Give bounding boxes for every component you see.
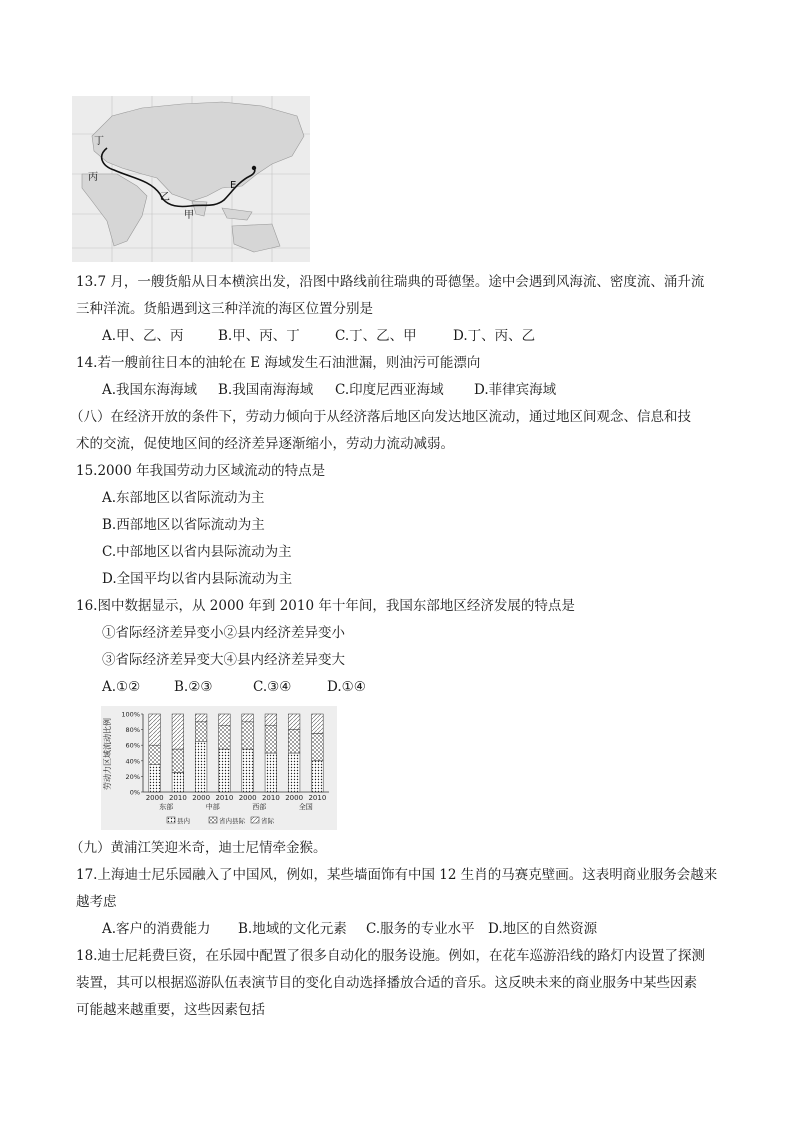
chart-bar-segment [312,761,324,792]
chart-bar-segment [219,714,231,726]
q16-stem-line1: 16.图中数据显示，从 2000 年到 2010 年十年间，我国东部地区经济发展的特点是 [76,598,575,614]
labor-flow-chart-svg [101,706,337,830]
chart-y-tick-label: 80% [125,726,140,735]
q14-option-a: A.我国东海海域 [102,382,198,398]
chart-group-label: 中部 [205,803,220,811]
q15-option-b: B.西部地区以省际流动为主 [102,517,265,533]
map-label-e: E [230,180,237,191]
map-label-jia: 甲 [184,210,194,221]
q13-option-c: C.丁、乙、甲 [335,328,417,344]
q16-option-d: D.①④ [327,679,366,695]
q13-stem-line1: 13.7 月，一艘货船从日本横滨出发，沿图中路线前往瑞典的哥德堡。途中会遇到风海流、密度流、涌升流 [76,274,705,290]
chart-y-tick-label: 100% [121,710,140,719]
chart-bar-segment [288,753,300,792]
chart-bar-segment [149,714,161,745]
chart-bar-segment [219,726,231,749]
chart-bar-segment [265,726,277,753]
chart-bar-segment [242,722,254,749]
map-landmasses [82,102,304,252]
chart-bar-segment [195,741,207,792]
section9-text-line1: （九）黄浦江笑迎米奇，迪士尼情牵金猴。 [70,840,327,856]
q16-option-c: C.③④ [253,679,292,695]
q17-stem-line2: 越考虑 [76,894,117,910]
chart-bar-segment [172,714,184,749]
q18-stem-line2: 装置，其可以根据巡游队伍表演节目的变化自动选择播放合适的音乐。这反映未来的商业服务中某些因素 [76,975,697,991]
q13-stem-line2: 三种洋流。货船遇到这三种洋流的海区位置分别是 [76,301,373,317]
chart-bar-segment [242,749,254,792]
chart-legend-label: 省际 [261,817,274,825]
chart-bar-segment [265,714,277,726]
world-map-figure [72,96,310,262]
chart-bar-segment [265,753,277,792]
chart-legend-label: 县内 [177,817,190,825]
chart-bar-segment [312,714,324,734]
chart-bar-segment [149,765,161,792]
q13-option-d: D.丁、丙、乙 [453,328,536,344]
chart-bar-segment [288,730,300,753]
q13-option-a: A.甲、乙、丙 [102,328,184,344]
q16-statement-1-2: ①省际经济差异变小②县内经济差异变小 [102,625,345,641]
chart-x-tick-label: 2000 [285,794,304,802]
chart-y-tick-label: 20% [125,772,140,781]
chart-bar-segment [312,734,324,761]
chart-bar-segment [149,745,161,765]
q15-option-c: C.中部地区以省内县际流动为主 [102,544,292,560]
chart-bar-segment [172,773,184,793]
q16-option-b: B.②③ [174,679,213,695]
chart-group-label: 东部 [159,803,174,811]
q16-option-a: A.①② [102,679,141,695]
q17-option-a: A.客户的消费能力 [102,921,211,937]
chart-x-tick-label: 2010 [168,794,187,802]
map-label-bing: 丙 [88,172,98,183]
chart-x-tick-label: 2000 [192,794,211,802]
chart-group-label: 西部 [252,803,267,811]
chart-legend-swatch [209,817,217,823]
chart-y-tick-label: 40% [125,757,140,766]
section8-text-line1: （八）在经济开放的条件下，劳动力倾向于从经济落后地区向发达地区流动，通过地区间观念、信息和技 [70,409,691,425]
q18-stem-line1: 18.迪士尼耗费巨资，在乐园中配置了很多自动化的服务设施。例如，在花车巡游沿线的路灯内设置了探测 [76,948,705,964]
chart-bar-segment [195,722,207,742]
chart-bar-segment [219,749,231,792]
chart-x-tick-label: 2010 [261,794,280,802]
labor-flow-chart [101,706,337,830]
q15-option-a: A.东部地区以省际流动为主 [102,490,265,506]
q14-stem-line1: 14.若一艘前往日本的油轮在 E 海域发生石油泄漏，则油污可能漂向 [76,355,481,371]
q14-option-c: C.印度尼西亚海域 [335,382,444,398]
q17-stem-line1: 17.上海迪士尼乐园融入了中国风，例如，某些墙面饰有中国 12 生肖的马赛克壁画。这表明商业服务会越来 [76,867,718,883]
q16-statement-3-4: ③省际经济差异变大④县内经济差异变大 [102,652,345,668]
q15-option-d: D.全国平均以省内县际流动为主 [102,571,293,587]
q14-option-b: B.我国南海海域 [218,382,314,398]
chart-bar-segment [288,714,300,730]
q17-option-b: B.地域的文化元素 [238,921,347,937]
q18-stem-line3: 可能越来越重要，这些因素包括 [76,1002,265,1018]
chart-legend-swatch [167,817,175,823]
chart-bar-segment [172,749,184,772]
chart-legend-label: 省内县际 [219,817,245,825]
chart-x-tick-label: 2010 [308,794,327,802]
section8-text-line2: 术的交流，促使地区间的经济差异逐渐缩小，劳动力流动减弱。 [76,436,454,452]
chart-bar-segment [242,714,254,722]
q13-option-b: B.甲、丙、丁 [218,328,300,344]
q15-stem-line1: 15.2000 年我国劳动力区域流动的特点是 [76,463,326,479]
world-map-svg [72,96,310,262]
chart-x-tick-label: 2010 [215,794,234,802]
chart-group-label: 全国 [298,803,313,811]
chart-legend-swatch [251,817,259,823]
q14-option-d: D.菲律宾海域 [474,382,557,398]
point-e-marker [252,166,256,170]
chart-bar-segment [195,714,207,722]
q17-option-c: C.服务的专业水平 [366,921,475,937]
chart-y-axis-label: 劳动力区域流动比例 [103,718,112,790]
map-label-yi: 乙 [160,192,170,203]
chart-x-tick-label: 2000 [145,794,164,802]
chart-y-tick-label: 0% [129,788,140,797]
chart-y-tick-label: 60% [125,741,140,750]
q17-option-d: D.地区的自然资源 [488,921,598,937]
chart-x-tick-label: 2000 [238,794,257,802]
map-label-ding: 丁 [94,136,104,147]
